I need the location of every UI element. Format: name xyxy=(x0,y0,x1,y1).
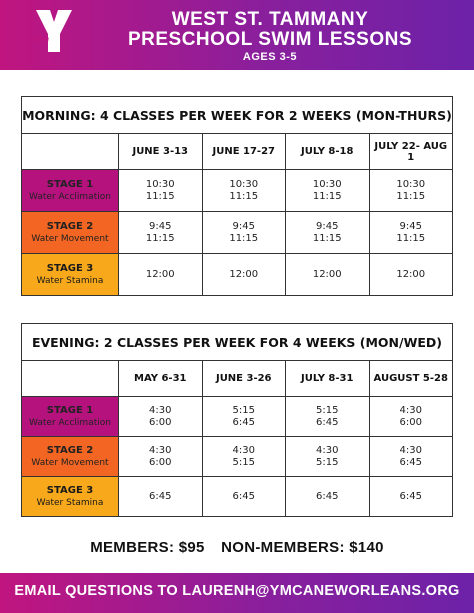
table-row xyxy=(22,437,453,477)
morning-schedule-table xyxy=(21,96,453,296)
time-cell: 4:30 5:15 xyxy=(286,437,370,477)
evening-schedule-table xyxy=(21,323,453,517)
column-header: JULY 8-31 xyxy=(286,361,370,397)
time-cell: 9:45 11:15 xyxy=(202,212,286,254)
table-row xyxy=(22,212,453,254)
table-row xyxy=(22,170,453,212)
column-header: JUNE 3-13 xyxy=(119,134,203,170)
time-cell: 6:45 xyxy=(286,477,370,517)
time-cell: 4:30 5:15 xyxy=(202,437,286,477)
pricing-line xyxy=(0,539,474,556)
time-cell: 6:45 xyxy=(369,477,453,517)
time-cell: 10:30 11:15 xyxy=(119,170,203,212)
time-cell: 4:30 6:00 xyxy=(119,397,203,437)
time-cell: 5:15 6:45 xyxy=(286,397,370,437)
stage-desc: Water Stamina xyxy=(36,497,104,508)
member-price: MEMBERS: $95 xyxy=(90,539,205,556)
time-cell: 12:00 xyxy=(369,254,453,296)
time-cell: 10:30 11:15 xyxy=(202,170,286,212)
stage-label: STAGE 2 xyxy=(46,444,94,456)
stage-label: STAGE 2 xyxy=(46,220,94,232)
stage-cell xyxy=(22,437,119,477)
ymca-logo xyxy=(30,8,78,60)
column-header: JUNE 3-26 xyxy=(202,361,286,397)
header-banner xyxy=(0,0,474,70)
stage-label: STAGE 1 xyxy=(46,404,94,416)
table-row xyxy=(22,254,453,296)
time-cell: 12:00 xyxy=(202,254,286,296)
time-cell: 12:00 xyxy=(119,254,203,296)
footer-banner xyxy=(0,573,474,613)
time-cell: 9:45 11:15 xyxy=(286,212,370,254)
stage-desc: Water Movement xyxy=(31,233,109,244)
evening-caption: EVENING: 2 CLASSES PER WEEK FOR 4 WEEKS (MON/WED) xyxy=(22,324,453,361)
column-header: JULY 8-18 xyxy=(286,134,370,170)
stage-cell xyxy=(22,170,119,212)
morning-caption: MORNING: 4 CLASSES PER WEEK FOR 2 WEEKS (MON-THURS) xyxy=(22,97,453,134)
stage-desc: Water Acclimation xyxy=(29,417,111,428)
table-row xyxy=(22,397,453,437)
morning-header-row xyxy=(22,134,453,170)
contact-email-text[interactable]: EMAIL QUESTIONS TO LAURENH@YMCANEWORLEANS.ORG xyxy=(14,583,460,599)
title-line-2: PRESCHOOL SWIM LESSONS xyxy=(127,29,413,50)
time-cell: 5:15 6:45 xyxy=(202,397,286,437)
logo-text: the xyxy=(34,34,49,45)
corner-cell xyxy=(22,134,119,170)
stage-cell xyxy=(22,477,119,517)
stage-label: STAGE 1 xyxy=(46,178,94,190)
stage-cell xyxy=(22,254,119,296)
stage-desc: Water Stamina xyxy=(36,275,104,286)
time-cell: 4:30 6:45 xyxy=(369,437,453,477)
evening-header-row xyxy=(22,361,453,397)
column-header: JULY 22- AUG 1 xyxy=(369,134,453,170)
time-cell: 4:30 6:00 xyxy=(119,437,203,477)
stage-cell xyxy=(22,397,119,437)
page-title xyxy=(100,10,440,50)
column-header: AUGUST 5-28 xyxy=(369,361,453,397)
column-header: MAY 6-31 xyxy=(119,361,203,397)
stage-label: STAGE 3 xyxy=(46,484,94,496)
time-cell: 4:30 6:00 xyxy=(369,397,453,437)
corner-cell xyxy=(22,361,119,397)
stage-cell xyxy=(22,212,119,254)
title-line-1: WEST ST. TAMMANY xyxy=(171,9,369,30)
non-member-price: NON-MEMBERS: $140 xyxy=(221,539,384,556)
time-cell: 9:45 11:15 xyxy=(369,212,453,254)
column-header: JUNE 17-27 xyxy=(202,134,286,170)
page-subtitle: AGES 3-5 xyxy=(242,51,298,63)
time-cell: 12:00 xyxy=(286,254,370,296)
time-cell: 9:45 11:15 xyxy=(119,212,203,254)
stage-desc: Water Acclimation xyxy=(29,191,111,202)
time-cell: 10:30 11:15 xyxy=(369,170,453,212)
time-cell: 6:45 xyxy=(119,477,203,517)
stage-label: STAGE 3 xyxy=(46,262,94,274)
time-cell: 6:45 xyxy=(202,477,286,517)
stage-desc: Water Movement xyxy=(31,457,109,468)
time-cell: 10:30 11:15 xyxy=(286,170,370,212)
table-row xyxy=(22,477,453,517)
